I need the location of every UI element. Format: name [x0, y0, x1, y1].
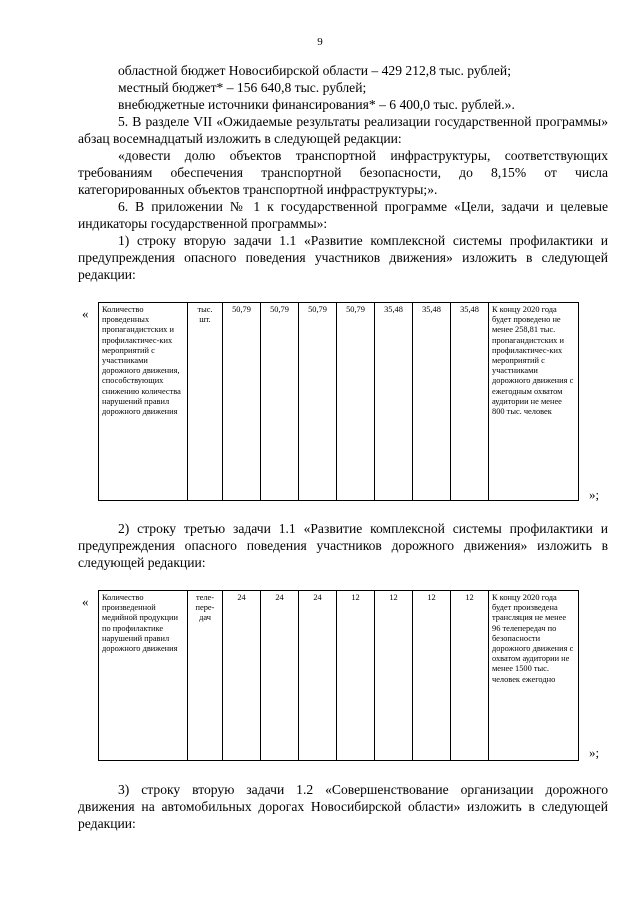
item-5-paragraph: 5. В разделе VII «Ожидаемые результаты реализации государственной программы» абзац восемнадцатый изложить в следующей редакции:	[78, 114, 608, 146]
table2-value-cell: 12	[337, 591, 375, 761]
table2-row	[99, 591, 579, 761]
table1-value-cell: 35,48	[413, 303, 451, 501]
table1-value-cell: 50,79	[223, 303, 261, 501]
table1-value-cell: 50,79	[337, 303, 375, 501]
table2-close-quote: »;	[589, 745, 600, 760]
table2-result-cell: К концу 2020 года будет произведена трансляция не менее 96 телепередач по безопасности дорожного движения с охватом аудитории не менее 1500 тыс. человек ежегодно	[489, 591, 579, 761]
top-text-block	[78, 62, 608, 283]
table1-open-quote: «	[82, 306, 89, 321]
budget-regional: областной бюджет Новосибирской области – 429 212,8 тыс. рублей;	[118, 63, 511, 78]
table2-open-quote: «	[82, 594, 89, 609]
table2-value-cell: 12	[451, 591, 489, 761]
table1-value-cell: 50,79	[299, 303, 337, 501]
table2-value-cell: 12	[375, 591, 413, 761]
table1-indicator-cell: Количество проведенных пропагандистских и профилактичес-ких мероприятий с участниками дорожного движения, способствующих снижению количества нарушений правил дорожного движения	[99, 303, 188, 501]
table2-value-cell: 12	[413, 591, 451, 761]
table1-value-cell: 35,48	[375, 303, 413, 501]
budget-extrabudgetary: внебюджетные источники финансирования* – 6 400,0 тыс. рублей.».	[118, 97, 515, 112]
table2-value-cell: 24	[261, 591, 299, 761]
item-6-paragraph: 6. В приложении № 1 к государственной программе «Цели, задачи и целевые индикаторы государственной программы»:	[78, 199, 608, 231]
table2-indicator-cell: Количество произведенной медийной продукции по профилактике нарушений правил дорожного движения	[99, 591, 188, 761]
item-6-sub1-paragraph: 1) строку вторую задачи 1.1 «Развитие комплексной системы профилактики и предупреждения опасного поведения участников движения» изложить в следующей редакции:	[78, 233, 608, 282]
table1-close-quote: »;	[589, 487, 600, 502]
item-6-sub3-paragraph: 3) строку вторую задачи 1.2 «Совершенствование организации дорожного движения на автомобильных дорогах Новосибирской области» изложить в следующей редакции:	[78, 782, 608, 831]
table2-value-cell: 24	[299, 591, 337, 761]
table1-unit-cell: тыс. шт.	[188, 303, 223, 501]
table1-result-cell: К концу 2020 года будет проведено не менее 258,81 тыс. пропагандистских и профилактичес-ких мероприятий с участниками дорожного движения с ежегодным охватом аудитории не менее 800 тыс. человек	[489, 303, 579, 501]
table1	[98, 302, 579, 501]
table1-row	[99, 303, 579, 501]
page-number: 9	[317, 36, 323, 48]
item-6-sub2-paragraph: 2) строку третью задачи 1.1 «Развитие комплексной системы профилактики и предупреждения опасного поведения участников дорожного движения» изложить в следующей редакции:	[78, 521, 608, 570]
table1-value-cell: 35,48	[451, 303, 489, 501]
table2	[98, 590, 579, 761]
table2-unit-cell: теле-пере-дач	[188, 591, 223, 761]
item-5-quote-paragraph: «довести долю объектов транспортной инфраструктуры, соответствующих требованиям обеспечения транспортной безопасности, до 8,15% от числа категорированных объектов транспортной инфраструктуры;».	[78, 148, 608, 197]
table1-wrapper	[98, 302, 579, 501]
table2-value-cell: 24	[223, 591, 261, 761]
table2-wrapper	[98, 590, 579, 761]
mid-text-block	[78, 520, 608, 571]
budget-local: местный бюджет* – 156 640,8 тыс. рублей;	[118, 80, 367, 95]
bottom-text-block	[78, 781, 608, 832]
table1-value-cell: 50,79	[261, 303, 299, 501]
